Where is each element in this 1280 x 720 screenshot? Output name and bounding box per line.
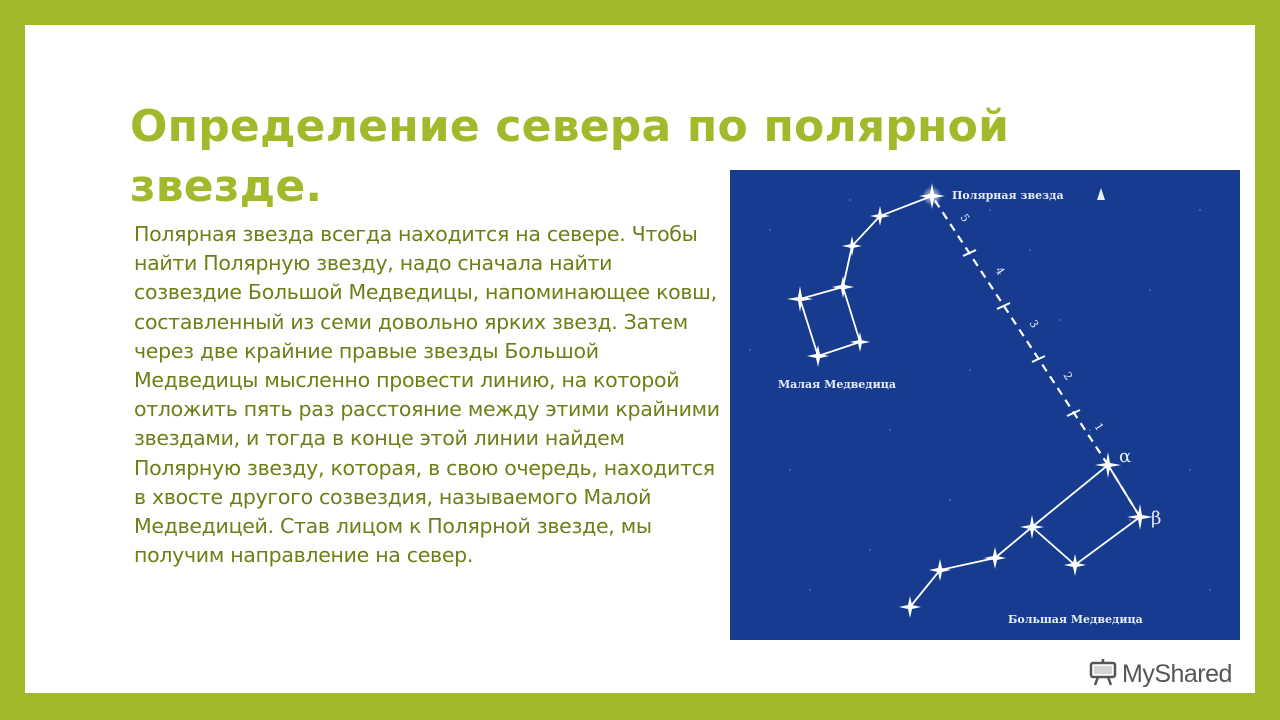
background-stars bbox=[749, 199, 1211, 591]
big-dipper-lines bbox=[910, 465, 1140, 607]
distance-number: 5 bbox=[957, 211, 973, 225]
little-dipper-star bbox=[832, 276, 854, 298]
stars bbox=[787, 183, 1153, 618]
little-dipper-star bbox=[850, 332, 870, 352]
alpha-label: α bbox=[1119, 446, 1132, 467]
distance-number: 4 bbox=[992, 264, 1008, 278]
polaris-label: Полярная звезда bbox=[952, 189, 1064, 202]
big-dipper-label: Большая Медведица bbox=[1008, 613, 1143, 626]
little-dipper-star bbox=[787, 286, 813, 312]
distance-number: 2 bbox=[1060, 369, 1076, 383]
constellation-svg bbox=[730, 170, 1240, 640]
little-dipper-label: Малая Медведица bbox=[778, 378, 897, 391]
distance-number: 3 bbox=[1026, 317, 1042, 331]
alpha-star bbox=[1095, 452, 1121, 478]
slide bbox=[25, 25, 1255, 693]
north-arrow-icon bbox=[1097, 188, 1105, 200]
watermark bbox=[1088, 658, 1232, 690]
polaris-star bbox=[919, 183, 945, 209]
big-dipper-star bbox=[984, 547, 1006, 569]
beta-star bbox=[1127, 504, 1153, 530]
little-dipper-star bbox=[807, 345, 829, 367]
big-dipper-star bbox=[899, 596, 921, 618]
little-dipper-lines bbox=[800, 196, 932, 356]
big-dipper-star bbox=[929, 559, 951, 581]
beta-label: β bbox=[1151, 508, 1162, 529]
watermark-text: MyShared bbox=[1122, 659, 1232, 688]
slide-title: Определение севера по полярной звезде. bbox=[130, 101, 1010, 212]
distance-number: 1 bbox=[1091, 420, 1107, 434]
slide-body-text: Полярная звезда всегда находится на севере. Чтобы найти Полярную звезду, надо сначала найти созвездие Большой Медведицы, напоминающее ковш, составленный из семи довольно ярких звезд. Затем через две крайние правые звезды Большой Медведицы мысленно провести линию, на которой отложить пять раз расстояние между этими крайними звездами, и тогда в конце этой линии найдем Полярную звезду, которая, в свою очередь, находится в хвосте другого созвездия, называемого Малой Медведицей. Став лицом к Полярной звезде, мы получим направление на север. bbox=[134, 222, 720, 568]
projector-icon bbox=[1088, 657, 1118, 691]
constellation-diagram bbox=[730, 170, 1240, 640]
